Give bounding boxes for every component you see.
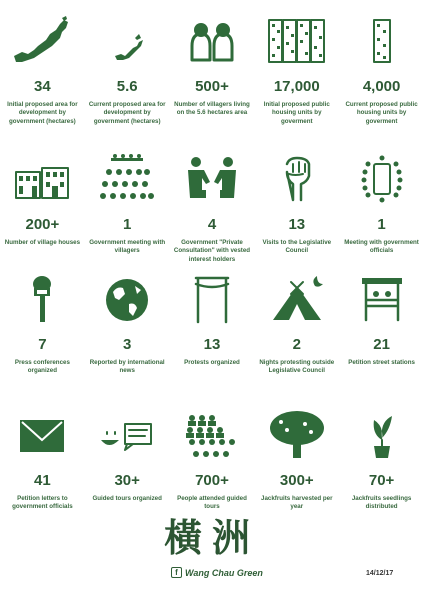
- stat-label: Guided tours organized: [92, 495, 162, 502]
- stat-label: Jackfruits harvested per year: [261, 495, 333, 511]
- seedling-icon: [352, 410, 412, 460]
- stat-value: 500+: [195, 78, 229, 95]
- village-houses-icon: [12, 154, 72, 204]
- handshake-icon: [182, 154, 242, 204]
- stat-value: 700+: [195, 472, 229, 489]
- stat-value: 34: [34, 78, 51, 95]
- stat-value: 1: [377, 216, 386, 233]
- meeting-icon: [97, 154, 157, 204]
- tent-icon: [267, 274, 327, 324]
- date-label: 14/12/17: [366, 570, 394, 577]
- microphone-icon: [12, 274, 72, 324]
- globe-icon: [97, 274, 157, 324]
- stat-value: 4: [207, 216, 217, 233]
- stat-value: 3: [123, 336, 132, 353]
- stat-value: 13: [203, 336, 221, 353]
- stat-value: 13: [288, 216, 306, 233]
- stat-card: [254, 154, 339, 274]
- stat-value: 4,000: [362, 78, 401, 95]
- stat-label: Government "Private Consultation" with vested interest holders: [173, 239, 251, 263]
- stat-value: 41: [34, 472, 51, 489]
- stat-card: [85, 274, 170, 410]
- stat-label: Current proposed area for development by government (hectares): [88, 101, 166, 125]
- stat-label: Government meeting with villagers: [89, 239, 166, 255]
- buildings-icon: [267, 16, 327, 66]
- stat-card: [85, 16, 170, 154]
- stat-value: 17,000: [273, 78, 320, 95]
- facebook-icon: f: [171, 567, 182, 578]
- stat-label: People attended guided tours: [177, 495, 247, 511]
- stat-label: Petition street stations: [348, 359, 415, 366]
- stats-grid: [0, 16, 424, 538]
- stat-label: Current proposed public housing units by goverment: [345, 101, 418, 125]
- building-icon: [352, 16, 412, 66]
- envelope-icon: [12, 410, 72, 460]
- stat-label: Petition letters to government officials: [12, 495, 73, 511]
- banner-icon: [182, 274, 242, 324]
- stat-label: Meeting with government officials: [344, 239, 419, 255]
- stat-card: [254, 274, 339, 410]
- stat-card: [0, 154, 85, 274]
- map-large-icon: [12, 16, 72, 66]
- tree-icon: [267, 410, 327, 460]
- crowd-icon: [182, 410, 242, 460]
- facebook-name: Wang Chau Green: [185, 567, 263, 578]
- stat-card: [170, 16, 255, 154]
- stat-card: [170, 154, 255, 274]
- round-table-icon: [352, 154, 412, 204]
- stat-value: 200+: [25, 216, 60, 233]
- stat-card: [339, 16, 424, 154]
- stat-card: [339, 274, 424, 410]
- stat-value: 30+: [114, 472, 140, 489]
- chinese-title: 橫洲: [163, 515, 260, 560]
- stat-label: Initial proposed public housing units by goverment: [263, 101, 330, 125]
- stat-label: Number of villagers living on the 5.6 hectares area: [174, 101, 250, 117]
- stat-label: Press conferences organized: [14, 359, 70, 375]
- stat-card: [0, 274, 85, 410]
- stat-label: Nights protesting outside Legislative Council: [259, 359, 335, 375]
- stat-card: [254, 16, 339, 154]
- stat-value: 5.6: [116, 78, 138, 95]
- map-small-icon: [97, 16, 157, 66]
- stat-label: Reported by international news: [89, 359, 165, 375]
- stat-value: 2: [292, 336, 301, 353]
- stall-icon: [352, 274, 412, 324]
- fist-icon: [267, 154, 327, 204]
- stat-label: Number of village houses: [4, 239, 81, 246]
- stat-label: Initial proposed area for development by government (hectares): [7, 101, 78, 125]
- facebook-credit[interactable]: [171, 567, 263, 578]
- stat-label: Jackfruits seedlings distributed: [351, 495, 412, 511]
- stat-value: 300+: [279, 472, 314, 489]
- stat-card: [0, 16, 85, 154]
- stat-value: 7: [38, 336, 47, 353]
- stat-label: Visits to the Legislative Council: [262, 239, 332, 255]
- stat-card: [170, 274, 255, 410]
- stat-value: 70+: [368, 472, 395, 489]
- stat-card: [85, 154, 170, 274]
- stat-card: [339, 154, 424, 274]
- stat-value: 1: [123, 216, 132, 233]
- stat-value: 21: [373, 336, 390, 353]
- speech-icon: [97, 410, 157, 460]
- villagers-icon: [182, 16, 242, 66]
- stat-label: Protests organized: [184, 359, 240, 366]
